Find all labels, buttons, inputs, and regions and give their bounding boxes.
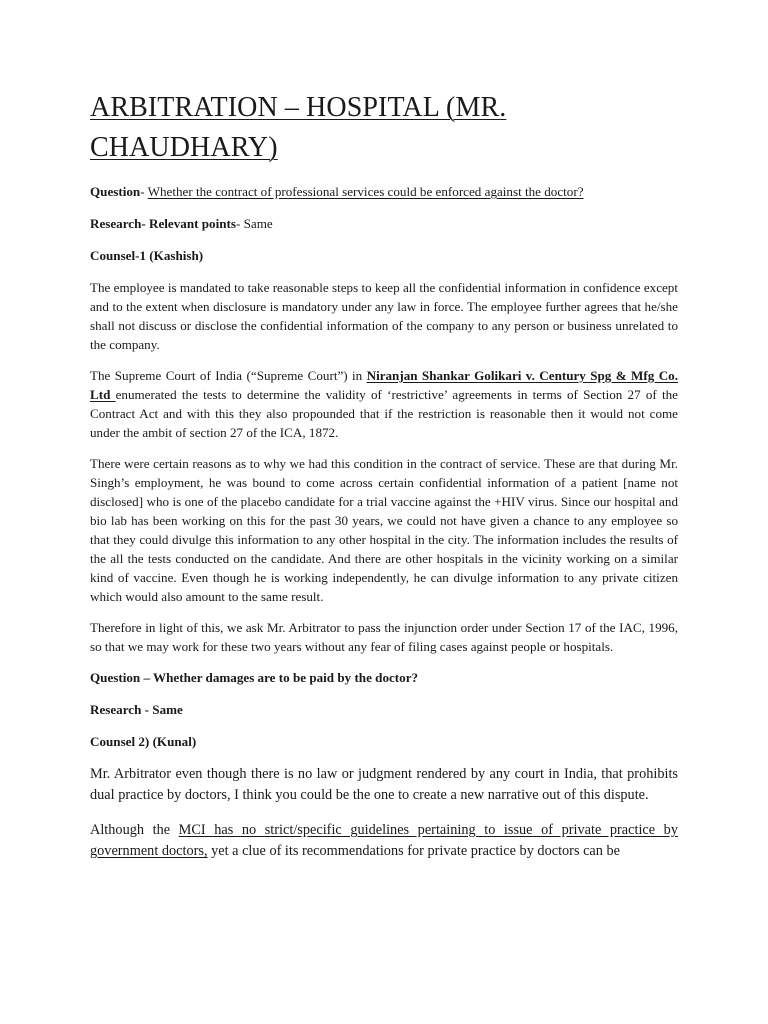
counsel-1-heading: Counsel-1 (Kashish) [90, 248, 204, 263]
question-1-text: Whether the contract of professional services could be enforced against the doctor? [147, 184, 584, 199]
counsel-1-paragraph-1: The employee is mandated to take reasonable steps to keep all the confidential information in confidence except and to the extent when disclosure is mandatory under any law in force. The employee further agrees that he/she shall not discuss or disclose the confidential information of the company to any person or business unrelated to the company. [90, 280, 678, 352]
question-1-sep: - [140, 184, 148, 199]
counsel-1-paragraph-2-prefix: The Supreme Court of India (“Supreme Court”) in [90, 368, 367, 383]
case-citation: Niranjan Shankar Golikari v. Century Spg & Mfg Co. Ltd [90, 368, 678, 402]
question-2: Question – Whether damages are to be paid by the doctor? [90, 670, 419, 685]
research-1 [90, 214, 678, 233]
counsel-2-paragraph-2-prefix: Although the [90, 822, 179, 838]
research-2: Research - Same [90, 702, 183, 717]
question-1-label: Question [90, 184, 141, 199]
counsel-1-paragraph-2 [90, 366, 678, 442]
counsel-2-heading: Counsel 2) (Kunal) [90, 734, 197, 749]
counsel-2-paragraph-2-suffix: yet a clue of its recommendations for private practice by doctors can be [207, 843, 620, 859]
research-1-sep: - [235, 216, 244, 231]
question-1 [90, 182, 678, 201]
document-page [90, 88, 678, 876]
document-title: ARBITRATION – HOSPITAL (MR. CHAUDHARY) [90, 92, 507, 163]
counsel-1-paragraph-4: Therefore in light of this, we ask Mr. Arbitrator to pass the injunction order under Section 17 of the IAC, 1996, so that we may work for these two years without any fear of filing cases against people or hospitals. [90, 620, 678, 654]
counsel-1-paragraph-3: There were certain reasons as to why we had this condition in the contract of service. These are that during Mr. Singh’s employment, he was bound to come across certain confidential information of a patient [name not disclosed] who is one of the placebo candidate for a trial vaccine against the +HIV virus. Since our hospital and bio lab has been working on this for the past 30 years, we could not have given a chance to any employee so that they could divulge this information to any other hospital in the city. The information includes the results of the all the tests conducted on the candidate. And there are other hospitals in the vicinity working on a similar kind of vaccine. Even though he is working independently, he can divulge information to any private citizen which would also amount to the same result. [90, 456, 678, 604]
counsel-2-paragraph-2 [90, 820, 678, 862]
counsel-1-paragraph-2-suffix: enumerated the tests to determine the validity of ‘restrictive’ agreements in terms of Section 27 of the Contract Act and with this they also propounded that if the restriction is reasonable then it would not come under the ambit of section 27 of the ICA, 1872. [90, 387, 678, 440]
research-1-text: Same [243, 216, 273, 231]
counsel-2-paragraph-1: Mr. Arbitrator even though there is no law or judgment rendered by any court in India, that prohibits dual practice by doctors, I think you could be the one to create a new narrative out of this dispute. [90, 766, 678, 803]
mci-guidelines-text: MCI has no strict/specific guidelines pertaining to issue of private practice by government doctors, [90, 822, 678, 859]
research-1-label: Research- Relevant points [90, 216, 236, 231]
